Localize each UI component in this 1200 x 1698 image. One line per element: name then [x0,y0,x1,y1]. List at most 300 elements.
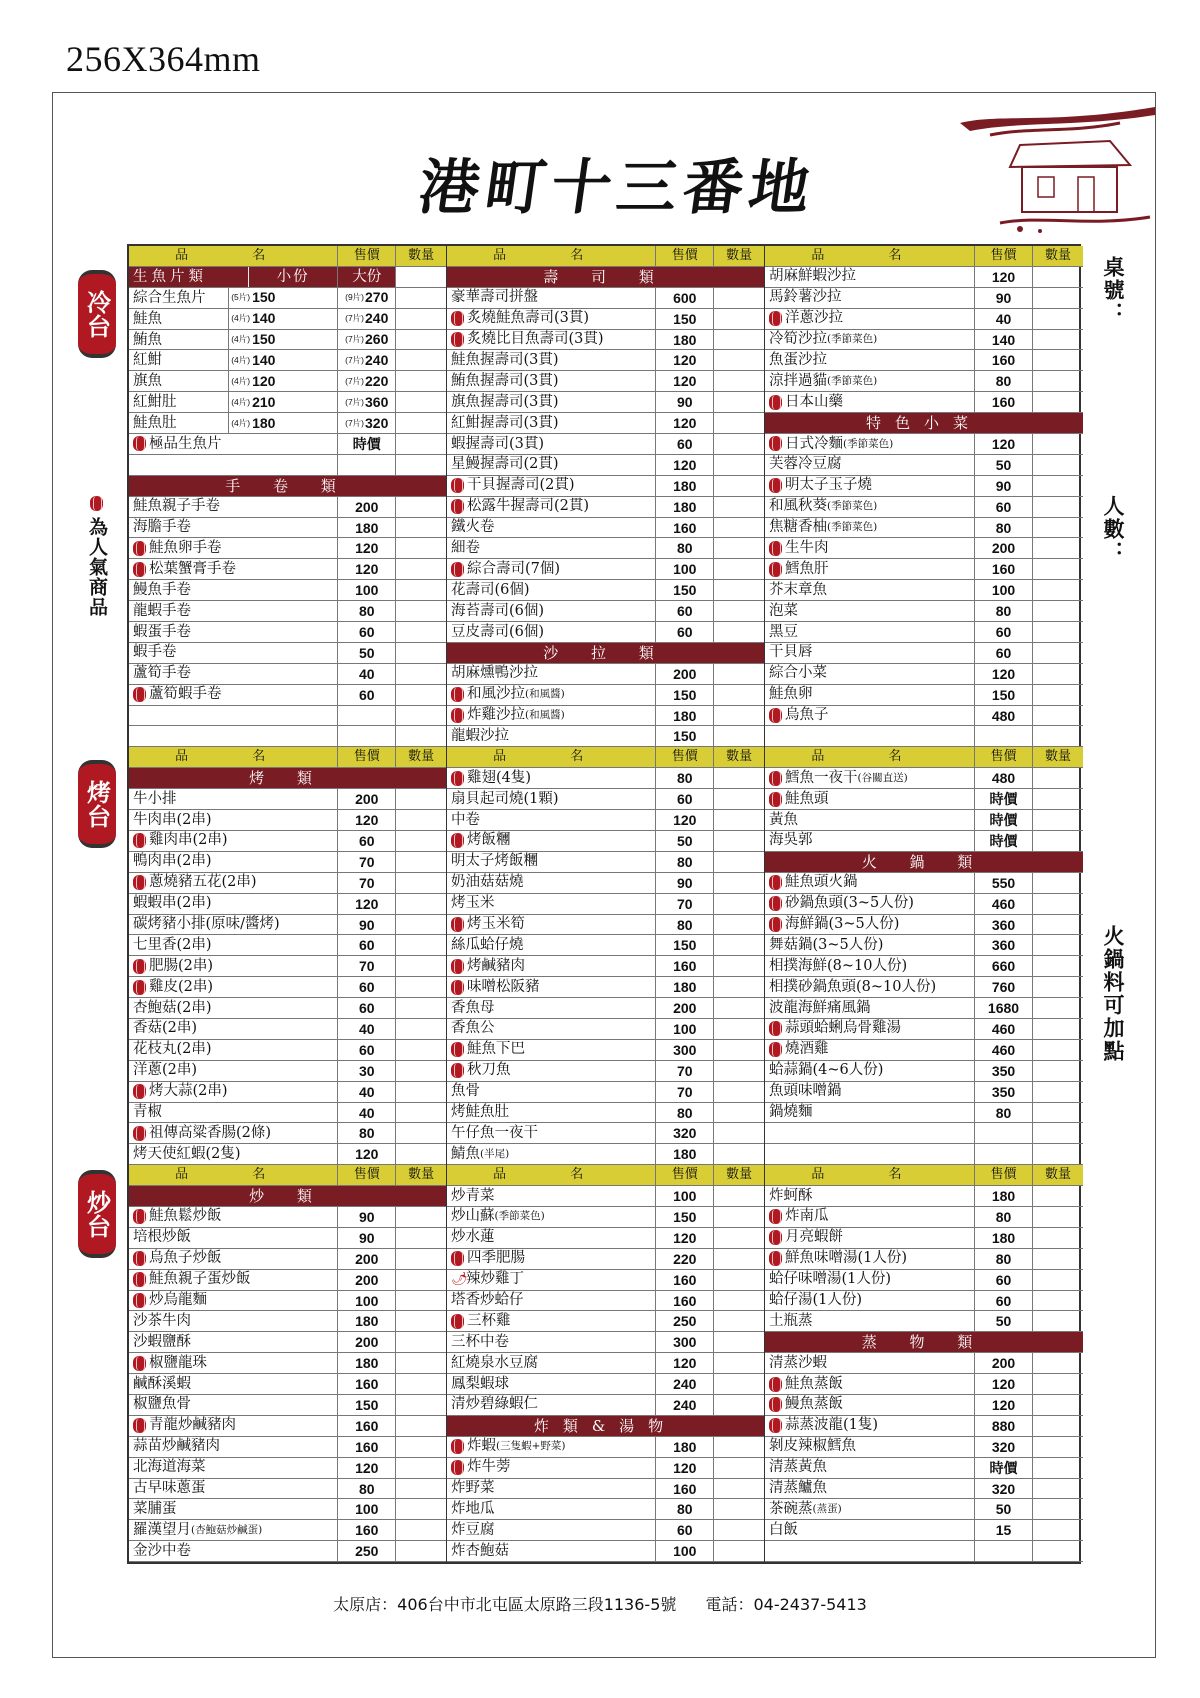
quantity-cell[interactable] [1033,455,1083,475]
menu-item-row[interactable] [129,1458,446,1479]
menu-item-row[interactable] [129,726,446,747]
quantity-cell[interactable] [1033,810,1083,830]
quantity-cell[interactable] [714,497,764,517]
quantity-cell[interactable] [396,956,446,976]
quantity-cell[interactable] [714,1228,764,1248]
menu-item-row[interactable] [765,1186,1083,1207]
menu-item-row[interactable] [129,1291,446,1312]
quantity-cell[interactable] [1033,935,1083,955]
quantity-cell[interactable] [714,434,764,454]
quantity-cell[interactable] [714,915,764,935]
quantity-cell[interactable] [396,1082,446,1102]
menu-item-row[interactable] [129,852,446,873]
quantity-cell[interactable] [1033,1479,1083,1499]
quantity-cell[interactable] [396,330,446,350]
quantity-cell[interactable] [714,1499,764,1519]
quantity-cell[interactable] [714,1123,764,1143]
quantity-cell[interactable] [714,1291,764,1311]
menu-item-row[interactable] [447,1437,764,1458]
menu-item-row[interactable] [447,873,764,894]
quantity-cell[interactable] [714,1061,764,1081]
quantity-cell[interactable] [1033,476,1083,496]
menu-item-row[interactable] [765,1082,1083,1103]
menu-item-row[interactable] [765,706,1083,727]
menu-item-row[interactable] [447,998,764,1019]
quantity-cell[interactable] [714,664,764,684]
quantity-cell[interactable] [1033,1416,1083,1436]
menu-item-row[interactable] [447,726,764,747]
quantity-cell[interactable] [396,1541,446,1561]
quantity-cell[interactable] [1033,434,1083,454]
menu-item-row[interactable] [765,497,1083,518]
menu-item-row[interactable] [765,1019,1083,1040]
menu-item-row[interactable] [129,580,446,601]
menu-item-row[interactable] [447,1499,764,1520]
quantity-cell[interactable] [396,643,446,663]
quantity-cell[interactable] [714,1019,764,1039]
quantity-cell[interactable] [1033,789,1083,809]
quantity-cell[interactable] [396,434,446,454]
quantity-cell[interactable] [714,601,764,621]
menu-item-row[interactable] [765,998,1083,1019]
quantity-cell[interactable] [396,455,446,475]
menu-item-row[interactable] [447,664,764,685]
quantity-cell[interactable] [396,664,446,684]
menu-item-row[interactable] [765,1416,1083,1437]
menu-item-row[interactable] [447,559,764,580]
menu-item-row[interactable] [447,455,764,476]
menu-item-row[interactable] [129,915,446,936]
quantity-cell[interactable] [396,580,446,600]
quantity-cell[interactable] [714,1082,764,1102]
quantity-cell[interactable] [396,371,446,391]
menu-item-row[interactable] [447,1311,764,1332]
menu-item-row[interactable] [129,413,446,434]
quantity-cell[interactable] [396,810,446,830]
quantity-cell[interactable] [396,309,446,329]
quantity-cell[interactable] [714,706,764,726]
menu-item-row[interactable] [129,622,446,643]
menu-item-row[interactable] [765,1144,1083,1165]
quantity-cell[interactable] [714,977,764,997]
quantity-cell[interactable] [714,1353,764,1373]
menu-item-row[interactable] [765,267,1083,288]
menu-item-row[interactable] [129,706,446,727]
menu-item-row[interactable] [129,288,446,309]
quantity-cell[interactable] [1033,1311,1083,1331]
menu-item-row[interactable] [447,1144,764,1165]
menu-item-row[interactable] [447,1353,764,1374]
menu-item-row[interactable] [447,1082,764,1103]
quantity-cell[interactable] [396,601,446,621]
menu-item-row[interactable] [129,1541,446,1562]
quantity-cell[interactable] [714,831,764,851]
menu-item-row[interactable] [129,1040,446,1061]
quantity-cell[interactable] [396,518,446,538]
quantity-cell[interactable] [714,1270,764,1290]
quantity-cell[interactable] [396,998,446,1018]
quantity-cell[interactable] [396,1416,446,1436]
menu-item-row[interactable] [129,455,446,476]
menu-item-row[interactable] [765,559,1083,580]
quantity-cell[interactable] [396,559,446,579]
quantity-cell[interactable] [1033,1103,1083,1123]
menu-item-row[interactable] [765,309,1083,330]
quantity-cell[interactable] [396,1520,446,1540]
menu-item-row[interactable] [447,935,764,956]
menu-item-row[interactable] [447,789,764,810]
quantity-cell[interactable] [1033,643,1083,663]
menu-item-row[interactable] [765,810,1083,831]
menu-item-row[interactable] [447,371,764,392]
menu-item-row[interactable] [765,643,1083,664]
menu-item-row[interactable] [129,1332,446,1353]
quantity-cell[interactable] [396,1332,446,1352]
quantity-cell[interactable] [1033,1437,1083,1457]
menu-item-row[interactable] [447,1061,764,1082]
quantity-cell[interactable] [714,1437,764,1457]
quantity-cell[interactable] [714,935,764,955]
quantity-cell[interactable] [1033,1520,1083,1540]
menu-item-row[interactable] [129,1520,446,1541]
menu-item-row[interactable] [129,894,446,915]
menu-item-row[interactable] [765,977,1083,998]
quantity-cell[interactable] [396,726,446,746]
menu-item-row[interactable] [765,1228,1083,1249]
menu-item-row[interactable] [129,559,446,580]
quantity-cell[interactable] [1033,915,1083,935]
menu-item-row[interactable] [765,1479,1083,1500]
quantity-cell[interactable] [1033,392,1083,412]
menu-item-row[interactable] [765,831,1083,852]
quantity-cell[interactable] [1033,998,1083,1018]
quantity-cell[interactable] [1033,1144,1083,1164]
quantity-cell[interactable] [1033,726,1083,746]
menu-item-row[interactable] [447,1186,764,1207]
menu-item-row[interactable] [447,476,764,497]
menu-item-row[interactable] [129,434,446,455]
quantity-cell[interactable] [714,371,764,391]
quantity-cell[interactable] [1033,1207,1083,1227]
menu-item-row[interactable] [447,831,764,852]
menu-item-row[interactable] [447,956,764,977]
quantity-cell[interactable] [1033,1123,1083,1143]
quantity-cell[interactable] [396,413,446,433]
quantity-cell[interactable] [396,1040,446,1060]
menu-item-row[interactable] [447,392,764,413]
menu-item-row[interactable] [129,1353,446,1374]
menu-item-row[interactable] [765,1291,1083,1312]
quantity-cell[interactable] [1033,580,1083,600]
menu-item-row[interactable] [129,1499,446,1520]
quantity-cell[interactable] [1033,371,1083,391]
menu-item-row[interactable] [765,1249,1083,1270]
quantity-cell[interactable] [1033,1541,1083,1561]
menu-item-row[interactable] [447,622,764,643]
quantity-cell[interactable] [1033,350,1083,370]
quantity-cell[interactable] [396,1144,446,1164]
quantity-cell[interactable] [714,1395,764,1415]
menu-item-row[interactable] [129,956,446,977]
menu-item-row[interactable] [765,873,1083,894]
quantity-cell[interactable] [714,622,764,642]
menu-item-row[interactable] [447,1103,764,1124]
quantity-cell[interactable] [396,706,446,726]
quantity-cell[interactable] [1033,330,1083,350]
quantity-cell[interactable] [714,413,764,433]
quantity-cell[interactable] [1033,1291,1083,1311]
menu-item-row[interactable] [765,1040,1083,1061]
quantity-cell[interactable] [714,1458,764,1478]
menu-item-row[interactable] [765,1374,1083,1395]
quantity-cell[interactable] [714,894,764,914]
menu-item-row[interactable] [447,1458,764,1479]
menu-item-row[interactable] [447,350,764,371]
menu-item-row[interactable] [765,330,1083,351]
quantity-cell[interactable] [1033,1270,1083,1290]
quantity-cell[interactable] [396,350,446,370]
quantity-cell[interactable] [714,350,764,370]
menu-item-row[interactable] [447,518,764,539]
menu-item-row[interactable] [447,497,764,518]
quantity-cell[interactable] [714,1144,764,1164]
menu-item-row[interactable] [129,1270,446,1291]
quantity-cell[interactable] [714,1103,764,1123]
menu-item-row[interactable] [447,1374,764,1395]
quantity-cell[interactable] [1033,1249,1083,1269]
menu-item-row[interactable] [447,706,764,727]
menu-item-row[interactable] [765,601,1083,622]
menu-item-row[interactable] [129,998,446,1019]
quantity-cell[interactable] [1033,894,1083,914]
quantity-cell[interactable] [396,1228,446,1248]
quantity-cell[interactable] [1033,977,1083,997]
quantity-cell[interactable] [396,831,446,851]
quantity-cell[interactable] [714,1374,764,1394]
quantity-cell[interactable] [714,1186,764,1206]
menu-item-row[interactable] [129,664,446,685]
menu-item-row[interactable] [447,413,764,434]
menu-item-row[interactable] [765,392,1083,413]
quantity-cell[interactable] [714,518,764,538]
menu-item-row[interactable] [129,1437,446,1458]
menu-item-row[interactable] [765,434,1083,455]
quantity-cell[interactable] [396,1311,446,1331]
menu-item-row[interactable] [765,789,1083,810]
menu-item-row[interactable] [129,601,446,622]
quantity-cell[interactable] [714,330,764,350]
quantity-cell[interactable] [396,1061,446,1081]
quantity-cell[interactable] [1033,768,1083,788]
menu-item-row[interactable] [765,1207,1083,1228]
quantity-cell[interactable] [1033,873,1083,893]
menu-item-row[interactable] [447,1541,764,1562]
quantity-cell[interactable] [714,538,764,558]
quantity-cell[interactable] [396,1270,446,1290]
quantity-cell[interactable] [1033,559,1083,579]
menu-item-row[interactable] [765,1437,1083,1458]
quantity-cell[interactable] [714,998,764,1018]
quantity-cell[interactable] [714,1520,764,1540]
quantity-cell[interactable] [714,580,764,600]
quantity-cell[interactable] [714,789,764,809]
menu-item-row[interactable] [129,831,446,852]
menu-item-row[interactable] [447,1479,764,1500]
quantity-cell[interactable] [1033,664,1083,684]
menu-item-row[interactable] [765,518,1083,539]
menu-item-row[interactable] [765,1103,1083,1124]
quantity-cell[interactable] [714,810,764,830]
menu-item-row[interactable] [129,392,446,413]
quantity-cell[interactable] [396,1353,446,1373]
menu-item-row[interactable] [765,371,1083,392]
quantity-cell[interactable] [396,538,446,558]
menu-item-row[interactable] [447,852,764,873]
menu-item-row[interactable] [765,622,1083,643]
quantity-cell[interactable] [1033,1353,1083,1373]
quantity-cell[interactable] [396,1207,446,1227]
menu-item-row[interactable] [129,685,446,706]
menu-item-row[interactable] [447,580,764,601]
quantity-cell[interactable] [1033,1458,1083,1478]
quantity-cell[interactable] [396,1374,446,1394]
menu-item-row[interactable] [129,1249,446,1270]
quantity-cell[interactable] [396,1019,446,1039]
quantity-cell[interactable] [396,392,446,412]
menu-item-row[interactable] [765,288,1083,309]
menu-item-row[interactable] [765,1395,1083,1416]
menu-item-row[interactable] [129,1228,446,1249]
quantity-cell[interactable] [714,726,764,746]
quantity-cell[interactable] [714,1332,764,1352]
quantity-cell[interactable] [714,1040,764,1060]
quantity-cell[interactable] [1033,1499,1083,1519]
menu-item-row[interactable] [129,1082,446,1103]
quantity-cell[interactable] [1033,1395,1083,1415]
quantity-cell[interactable] [1033,1019,1083,1039]
quantity-cell[interactable] [714,1541,764,1561]
menu-item-row[interactable] [447,1019,764,1040]
menu-item-row[interactable] [447,434,764,455]
quantity-cell[interactable] [714,873,764,893]
quantity-cell[interactable] [396,1291,446,1311]
quantity-cell[interactable] [1033,1374,1083,1394]
quantity-cell[interactable] [396,1479,446,1499]
quantity-cell[interactable] [396,915,446,935]
menu-item-row[interactable] [447,601,764,622]
quantity-cell[interactable] [714,309,764,329]
menu-item-row[interactable] [447,1228,764,1249]
menu-item-row[interactable] [447,1270,764,1291]
menu-item-row[interactable] [765,1353,1083,1374]
quantity-cell[interactable] [1033,1061,1083,1081]
menu-item-row[interactable] [765,685,1083,706]
menu-item-row[interactable] [129,330,446,351]
quantity-cell[interactable] [396,789,446,809]
menu-item-row[interactable] [447,915,764,936]
menu-item-row[interactable] [447,1332,764,1353]
menu-item-row[interactable] [129,309,446,330]
menu-item-row[interactable] [447,538,764,559]
menu-item-row[interactable] [447,977,764,998]
quantity-cell[interactable] [396,894,446,914]
quantity-cell[interactable] [714,956,764,976]
quantity-cell[interactable] [1033,601,1083,621]
menu-item-row[interactable] [447,685,764,706]
menu-item-row[interactable] [129,371,446,392]
quantity-cell[interactable] [714,392,764,412]
menu-item-row[interactable] [765,956,1083,977]
quantity-cell[interactable] [714,288,764,308]
quantity-cell[interactable] [1033,497,1083,517]
menu-item-row[interactable] [129,873,446,894]
quantity-cell[interactable] [1033,288,1083,308]
quantity-cell[interactable] [1033,267,1083,287]
quantity-cell[interactable] [396,1499,446,1519]
menu-item-row[interactable] [129,1416,446,1437]
menu-item-row[interactable] [447,1249,764,1270]
quantity-cell[interactable] [396,1437,446,1457]
quantity-cell[interactable] [1033,538,1083,558]
quantity-cell[interactable] [714,455,764,475]
quantity-cell[interactable] [396,497,446,517]
quantity-cell[interactable] [1033,622,1083,642]
quantity-cell[interactable] [714,852,764,872]
menu-item-row[interactable] [765,1270,1083,1291]
quantity-cell[interactable] [714,476,764,496]
quantity-cell[interactable] [1033,518,1083,538]
quantity-cell[interactable] [396,852,446,872]
quantity-cell[interactable] [396,935,446,955]
menu-item-row[interactable] [129,1144,446,1165]
menu-item-row[interactable] [129,1479,446,1500]
quantity-cell[interactable] [1033,1228,1083,1248]
menu-item-row[interactable] [765,1311,1083,1332]
menu-item-row[interactable] [129,977,446,998]
quantity-cell[interactable] [396,873,446,893]
menu-item-row[interactable] [765,580,1083,601]
quantity-cell[interactable] [396,1123,446,1143]
quantity-cell[interactable] [396,288,446,308]
menu-item-row[interactable] [447,1123,764,1144]
menu-item-row[interactable] [129,1103,446,1124]
menu-item-row[interactable] [447,1395,764,1416]
menu-item-row[interactable] [129,810,446,831]
menu-item-row[interactable] [765,894,1083,915]
quantity-cell[interactable] [1033,706,1083,726]
menu-item-row[interactable] [765,1458,1083,1479]
quantity-cell[interactable] [1033,831,1083,851]
menu-item-row[interactable] [129,643,446,664]
quantity-cell[interactable] [396,1458,446,1478]
quantity-cell[interactable] [714,559,764,579]
quantity-cell[interactable] [1033,1186,1083,1206]
menu-item-row[interactable] [765,935,1083,956]
menu-item-row[interactable] [447,1207,764,1228]
menu-item-row[interactable] [765,768,1083,789]
menu-item-row[interactable] [129,1019,446,1040]
menu-item-row[interactable] [129,497,446,518]
quantity-cell[interactable] [396,1103,446,1123]
menu-item-row[interactable] [129,789,446,810]
quantity-cell[interactable] [714,685,764,705]
menu-item-row[interactable] [447,1520,764,1541]
menu-item-row[interactable] [765,915,1083,936]
menu-item-row[interactable] [765,664,1083,685]
menu-item-row[interactable] [765,476,1083,497]
menu-item-row[interactable] [447,330,764,351]
quantity-cell[interactable] [1033,685,1083,705]
